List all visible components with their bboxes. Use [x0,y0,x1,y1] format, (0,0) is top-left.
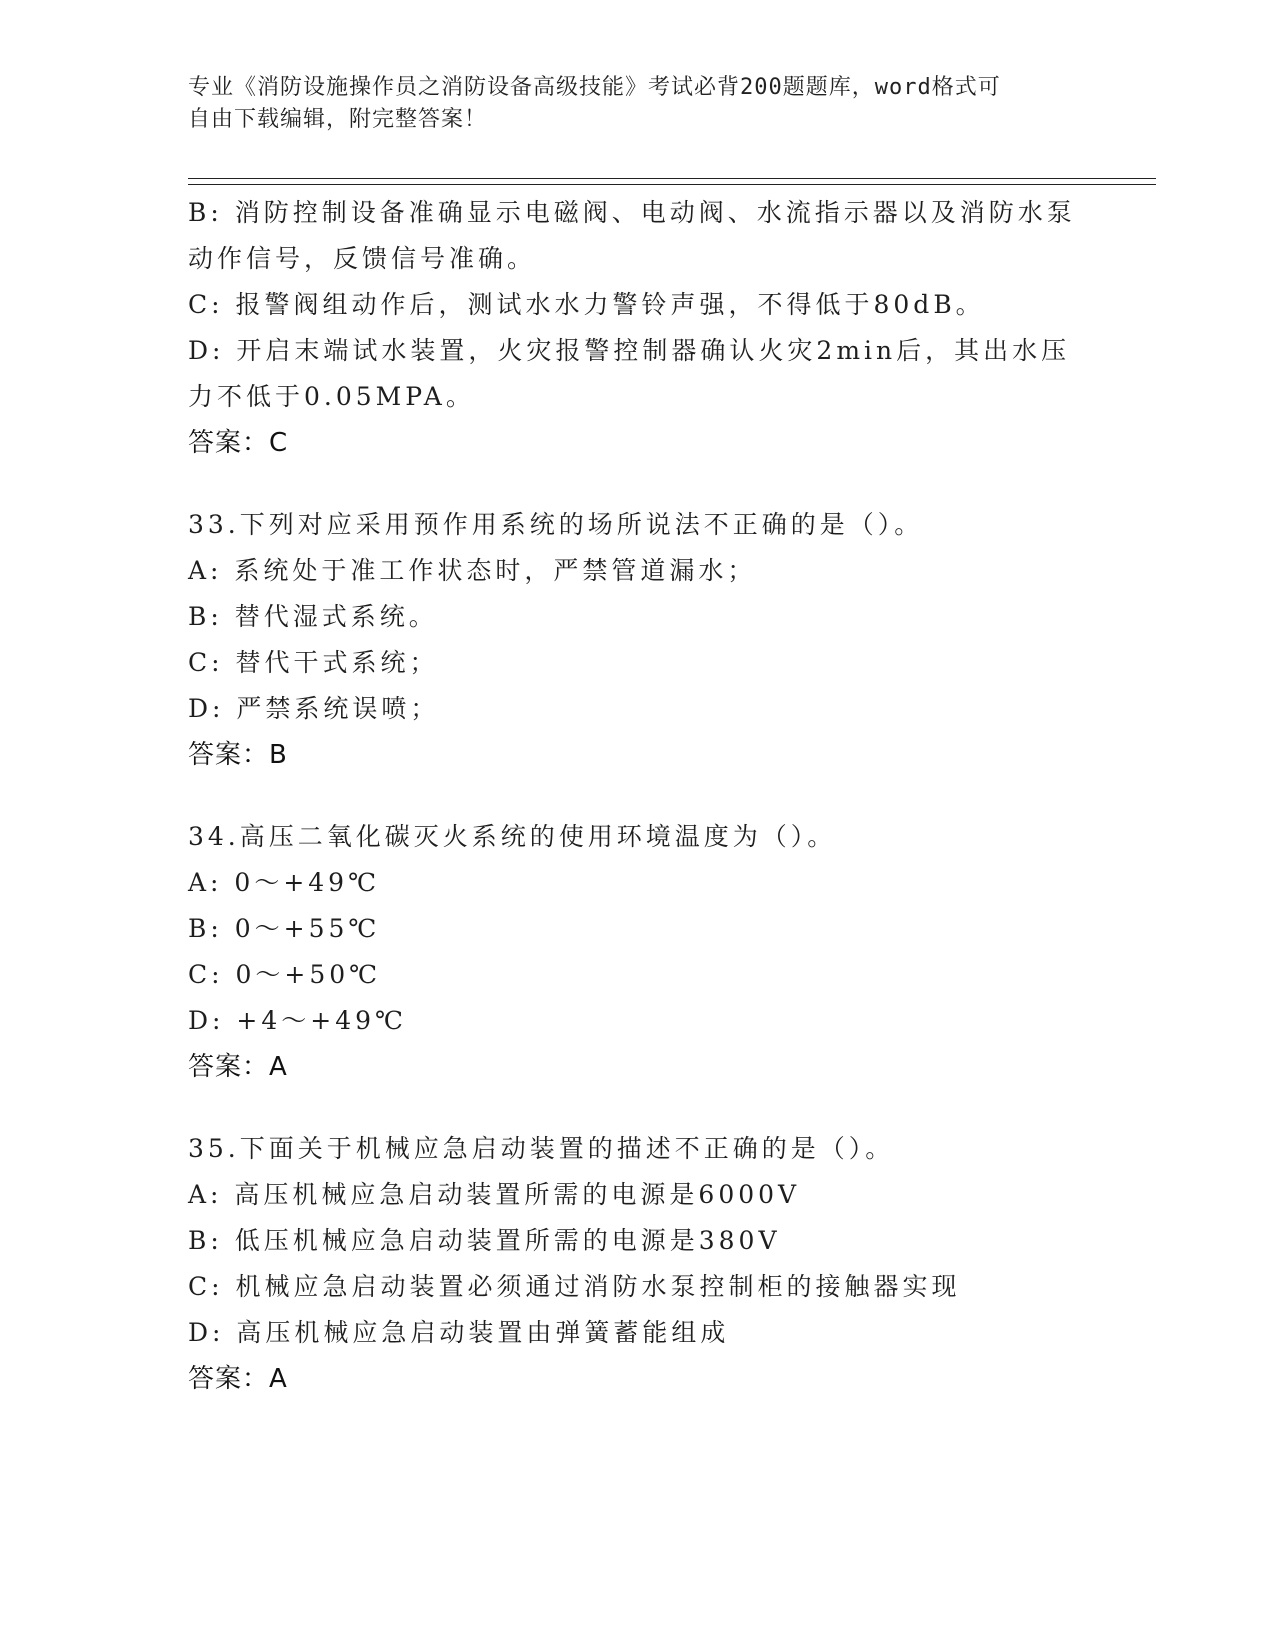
question-block-32-continued [188,190,1148,466]
question-stem: 33.下列对应采用预作用系统的场所说法不正确的是（）。 [188,510,924,539]
option-d-line-2: 力不低于0.05MPA。 [188,382,475,411]
option-b: B: 0～+55℃ [188,914,381,943]
option-b-line-1: B: 消防控制设备准确显示电磁阀、电动阀、水流指示器以及消防水泵 [188,198,1076,227]
question-block-33 [188,502,1148,778]
question-spacer [188,778,1148,814]
option-d: D: +4～+49℃ [188,1006,407,1035]
question-list [188,190,1148,1402]
option-b: B: 低压机械应急启动装置所需的电源是380V [188,1226,781,1255]
header-title-line-1: 专业《消防设施操作员之消防设备高级技能》考试必背200题题库，word格式可 [188,75,1001,100]
question-block-34 [188,814,1148,1090]
option-d-line-1: D: 开启末端试水装置，火灾报警控制器确认火灾2min后，其出水压 [188,336,1071,365]
answer-label: 答案：A [188,1364,288,1394]
question-block-35 [188,1126,1148,1402]
option-a: A: 0～+49℃ [188,868,381,897]
option-d: D: 严禁系统误喷； [188,694,440,723]
question-stem: 35.下面关于机械应急启动装置的描述不正确的是（）。 [188,1134,895,1163]
header-divider-bottom [188,184,1156,185]
header-divider-top [188,178,1156,179]
answer-label: 答案：A [188,1052,288,1082]
option-b-line-2: 动作信号，反馈信号准确。 [188,244,537,273]
option-c: C: 0～+50℃ [188,960,382,989]
option-a: A: 高压机械应急启动装置所需的电源是6000V [188,1180,801,1209]
question-spacer [188,466,1148,502]
option-d: D: 高压机械应急启动装置由弹簧蓄能组成 [188,1318,730,1347]
option-c: C: 机械应急启动装置必须通过消防水泵控制柜的接触器实现 [188,1272,961,1301]
option-c: C: 替代干式系统； [188,648,439,677]
option-c: C: 报警阀组动作后，测试水水力警铃声强，不得低于80dB。 [188,290,985,319]
answer-label: 答案：C [188,428,289,458]
question-stem: 34.高压二氧化碳灭火系统的使用环境温度为（）。 [188,822,837,851]
answer-label: 答案：B [188,740,288,770]
option-a: A: 系统处于准工作状态时，严禁管道漏水； [188,556,757,585]
header-title-line-2: 自由下载编辑，附完整答案！ [188,107,488,132]
option-b: B: 替代湿式系统。 [188,602,438,631]
question-spacer [188,1090,1148,1126]
document-header [188,72,1088,136]
